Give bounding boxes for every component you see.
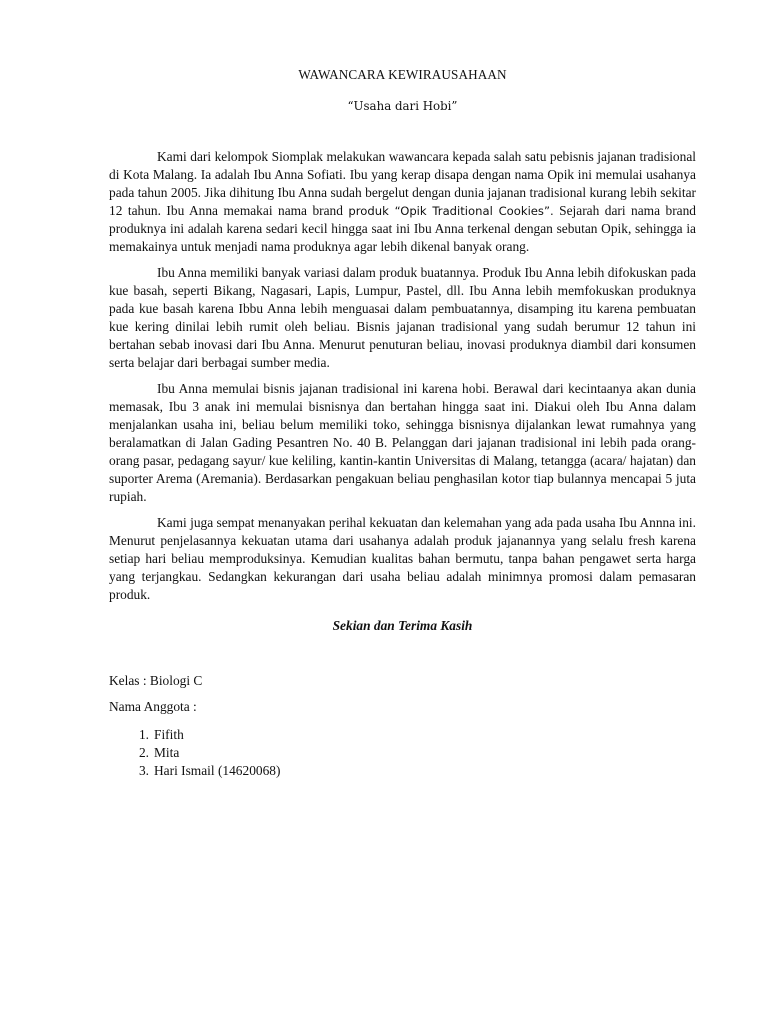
list-number: 2. bbox=[138, 745, 149, 760]
list-item bbox=[109, 762, 696, 780]
member-name: Fifith bbox=[154, 727, 184, 742]
paragraph-4: Kami juga sempat menanyakan perihal kekuatan dan kelemahan yang ada pada usaha Ibu Annna ini. Menurut penjelasannya kekuatan utama dari usahanya adalah produk jajanannya yang selalu fresh karena setiap hari beliau memproduksinya. Kemudian kualitas bahan bermutu, tanpa bahan pengawet serta harga yang terjangkau. Sedangkan kekurangan dari usaha beliau adalah minimnya promosi dalam pemasaran produk. bbox=[109, 515, 696, 602]
members-label: Nama Anggota : bbox=[109, 699, 197, 714]
document-title: WAWANCARA KEWIRAUSAHAAN bbox=[298, 67, 507, 82]
document-subtitle: “Usaha dari Hobi” bbox=[347, 99, 458, 113]
members-list bbox=[109, 726, 696, 780]
paragraph-1-text-after: Sejarah dari nama brand produknya ini adalah karena sedari kecil hingga saat ini Ibu Anna terkenal dengan sebutan Opik, sehingga ia memakainya untuk menjadi nama produknya agar lebih dikenal banyak orang. bbox=[109, 203, 696, 254]
class-info: Kelas : Biologi C bbox=[109, 673, 203, 688]
list-number: 3. bbox=[138, 763, 149, 778]
list-item bbox=[109, 744, 696, 762]
closing-text: Sekian dan Terima Kasih bbox=[332, 618, 473, 633]
list-number: 1. bbox=[138, 727, 149, 742]
document-body bbox=[109, 148, 696, 604]
brand-name: produk “Opik Traditional Cookies”. bbox=[348, 204, 554, 218]
paragraph-3: Ibu Anna memulai bisnis jajanan tradisional ini karena hobi. Berawal dari kecintaanya akan dunia memasak, Ibu 3 anak ini memulai bisnisnya dan bertahan hingga saat ini. Diakui oleh Ibu Anna dalam menjalankan usaha ini, beliau belum memiliki toko, sehingga bisnisnya dijalankan lewat rumahnya yang beralamatkan di Jalan Gading Pesantren No. 40 B. Pelanggan dari jajanan tradisional ini lebih pada orang-orang pasar, pedagang sayur/ kue keliling, kantin-kantin Universitas di Malang, tetangga (acara/ hajatan) dan suporter Arema (Aremania). Berdasarkan pengakuan beliau penghasilan kotor tiap bulannya mencapai 5 juta rupiah. bbox=[109, 381, 696, 504]
member-name: Hari Ismail (14620068) bbox=[154, 763, 281, 778]
paragraph-1-text-before: Kami dari kelompok Siomplak melakukan wawancara kepada salah satu pebisnis jajanan tradisional di Kota Malang. Ia adalah Ibu Anna Sofiati. Ibu yang kerap disapa dengan nama Opik ini memulai usahanya pada tahun 2005. Jika dihitung Ibu Anna sudah bergelut dengan dunia jajanan tradisional kurang lebih sekitar 12 tahun. Ibu Anna memakai nama brand bbox=[109, 149, 696, 218]
paragraph-2: Ibu Anna memiliki banyak variasi dalam produk buatannya. Produk Ibu Anna lebih difokuskan pada kue basah, seperti Bikang, Nagasari, Lapis, Lumpur, Pastel, dll. Ibu Anna lebih memfokuskan produknya pada kue basah karena Ibbu Anna lebih menguasai dalam pembuatannya, disamping itu karena pembuatan kue kering dinilai lebih rumit oleh beliau. Bisnis jajanan tradisional yang sudah berumur 12 tahun ini bertahan sebab inovasi dari Ibu Anna. Menurut penuturan beliau, inovasi produknya diambil dari konsumen serta belajar dari berbagai sumber media. bbox=[109, 265, 696, 370]
document-page bbox=[109, 66, 696, 780]
paragraph-1 bbox=[109, 148, 696, 256]
member-name: Mita bbox=[154, 745, 180, 760]
list-item bbox=[109, 726, 696, 744]
